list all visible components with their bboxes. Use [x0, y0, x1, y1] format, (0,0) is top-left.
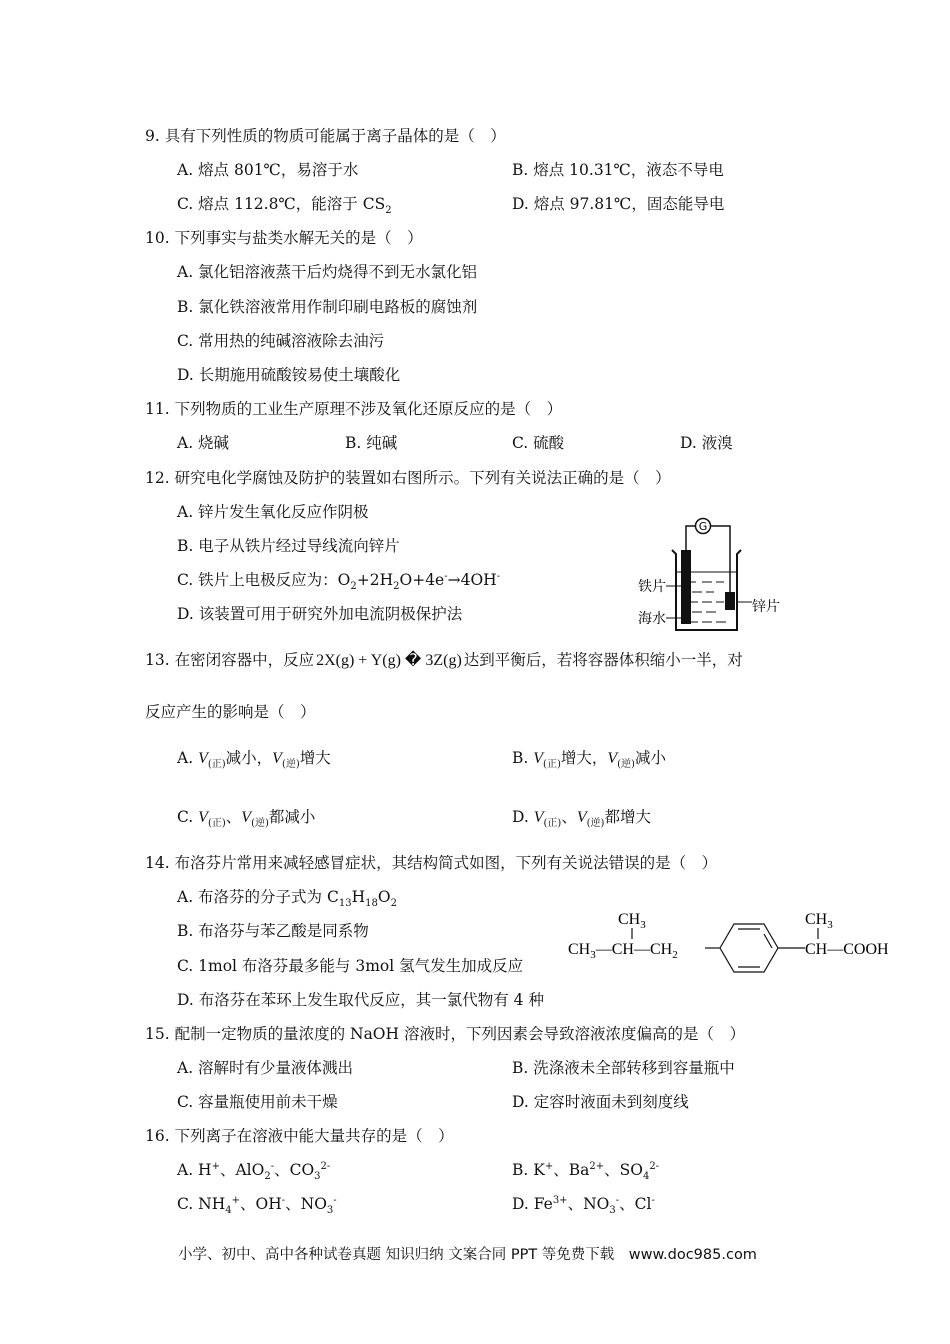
q15-option-a: A. 溶解时有少量液体溅出 [177, 1059, 354, 1077]
isobutyl-chain: $CH_3—CH—CH_2$ [568, 941, 678, 961]
q9-option-b: B. 熔点 10.31℃，液态不导电 [512, 161, 724, 179]
q16-option-a: A. H+、AlO$_2$-、$CO_3^{2-}$ [177, 1160, 331, 1183]
q10-option-a: A. 氯化铝溶液蒸干后灼烧得不到无水氯化铝 [177, 263, 478, 281]
q13-option-a: A. $V_{(正)}$减小，$V_{(逆)}$增大 [177, 749, 331, 771]
zinc-plate [725, 592, 735, 610]
q9-option-d: D. 熔点 97.81℃，固态能导电 [512, 195, 725, 213]
methyl-group: $CH_3$ [805, 911, 833, 931]
q11-option-a: A. 烧碱 [177, 434, 230, 452]
wire [686, 526, 695, 552]
methyl-group: $CH_3$ [618, 911, 646, 931]
question-9-stem: 9. 具有下列性质的物质可能属于离子晶体的是（ ） [145, 127, 506, 145]
question-12-stem: 12. 研究电化学腐蚀及防护的装置如右图所示。下列有关说法正确的是（ ） [145, 469, 671, 487]
question-13-stem-line2: 反应产生的影响是（ ） [145, 703, 316, 721]
q15-option-d: D. 定容时液面未到刻度线 [512, 1093, 689, 1111]
seawater-label: 海水 [638, 611, 666, 627]
question-16-stem: 16. 下列离子在溶液中能大量共存的是（ ） [145, 1127, 454, 1145]
question-11-stem: 11. 下列物质的工业生产原理不涉及氧化还原反应的是（ ） [145, 400, 563, 418]
corrosion-apparatus-figure [632, 510, 792, 640]
q10-option-c: C. 常用热的纯碱溶液除去油污 [177, 332, 385, 350]
q14-option-d: D. 布洛芬在苯环上发生取代反应，其一氯代物有 4 种 [177, 991, 544, 1009]
q16-option-c: C. $NH_4^+$、OH-、$NO_3^-$ [177, 1194, 337, 1217]
galvanometer-label: G [698, 520, 708, 533]
q9-option-c: C. 熔点 112.8℃，能溶于 $CS_2$ [177, 195, 392, 217]
q14-option-a: A. 布洛芬的分子式为 $C_{13}H_{18}O_2$ [177, 888, 397, 910]
q11-option-c: C. 硫酸 [512, 434, 565, 452]
q10-option-d: D. 长期施用硫酸铵易使土壤酸化 [177, 366, 401, 384]
q12-option-a: A. 锌片发生氧化反应作阴极 [177, 503, 369, 521]
wire [711, 526, 730, 594]
equilibrium-equation: 2X(g) + Y(g) � 3Z(g) [316, 652, 462, 669]
zinc-plate-label: 锌片 [752, 599, 780, 615]
q16-option-d: D. $Fe^{3+}$、$NO_3^-$、Cl- [512, 1194, 655, 1217]
q14-option-c: C. 1mol 布洛芬最多能与 3mol 氢气发生加成反应 [177, 957, 524, 975]
q14-option-b: B. 布洛芬与苯乙酸是同系物 [177, 922, 369, 940]
question-14-stem: 14. 布洛芬片常用来减轻感冒症状，其结构简式如图，下列有关说法错误的是（ ） [145, 854, 718, 872]
ibuprofen-structure-figure [560, 902, 910, 982]
q16-option-b: B. K+、$Ba^{2+}$、$SO_4^{2-}$ [512, 1160, 660, 1183]
q15-option-c: C. 容量瓶使用前未干燥 [177, 1093, 338, 1111]
iron-plate [681, 550, 691, 624]
q11-option-d: D. 液溴 [680, 434, 733, 452]
question-13-stem: 13. 在密闭容器中，反应 2X(g) + Y(g) � 3Z(g) 达到平衡后，若将容器体积缩小一半，对 [145, 651, 743, 669]
question-10-stem: 10. 下列事实与盐类水解无关的是（ ） [145, 229, 423, 247]
q15-option-b: B. 洗涤液未全部转移到容量瓶中 [512, 1059, 735, 1077]
q13-option-d: D. $V_{(正)}$、$V_{(逆)}$都增大 [512, 808, 651, 830]
q12-option-b: B. 电子从铁片经过导线流向锌片 [177, 537, 400, 555]
q10-option-b: B. 氯化铁溶液常用作制印刷电路板的腐蚀剂 [177, 298, 478, 316]
q12-option-d: D. 该装置可用于研究外加电流阴极保护法 [177, 605, 463, 623]
iron-plate-label: 铁片 [638, 579, 666, 595]
q11-option-b: B. 纯碱 [345, 434, 398, 452]
q9-option-a: A. 熔点 801℃，易溶于水 [177, 161, 359, 179]
propanoic-acid-group: CH—COOH [805, 941, 889, 958]
q13-option-b: B. $V_{(正)}$增大，$V_{(逆)}$减小 [512, 749, 666, 771]
page-footer: 小学、初中、高中各种试卷真题 知识归纳 文案合同 PPT 等免费下载 www.doc985.com [178, 1247, 757, 1263]
q13-option-c: C. $V_{(正)}$、$V_{(逆)}$都减小 [177, 808, 316, 830]
question-15-stem: 15. 配制一定物质的量浓度的 NaOH 溶液时，下列因素会导致溶液浓度偏高的是（ ） [145, 1025, 745, 1043]
benzene-ring [720, 924, 778, 972]
q12-option-c: C. 铁片上电极反应为：$O_2+2H_2O+4e^-\to 4OH^-$ [177, 570, 501, 593]
